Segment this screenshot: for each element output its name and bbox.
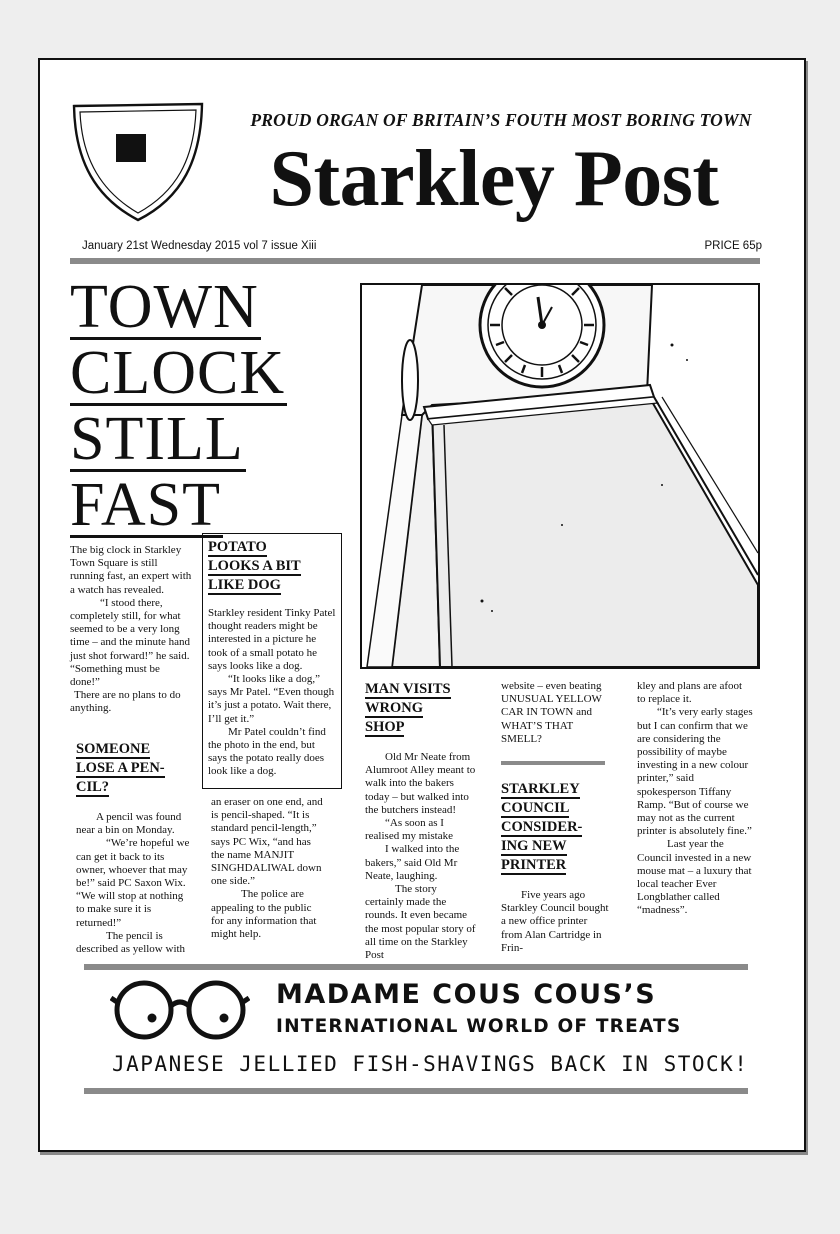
lead-headline-line: TOWN (70, 273, 259, 341)
potato-paragraph: Mr Patel couldn’t find the photo in the end, but says the potato really does look like a dog. (208, 725, 326, 778)
potato-headline-line: POTATO (208, 539, 267, 555)
advert-bottom-rule (84, 1088, 748, 1094)
advert-subtitle: INTERNATIONAL WORLD OF TREATS (276, 1016, 682, 1037)
newspaper-page (38, 58, 806, 1152)
council-paragraph: Last year the Council invested in a new mouse mat – a luxury that local teacher Ever Longblather called “madness”. (637, 838, 752, 917)
council-paragraph: “It’s very early stages but I can confirm that we are considering the possibility of maybe investing in a new colour printer,” said spokesperson Tiffany Ramp. “But of course we may not as the current printer is absolutely fine.” (637, 706, 753, 838)
potato-headline-line: LIKE DOG (208, 577, 281, 593)
pencil-article (76, 740, 194, 956)
shop-paragraph: “As soon as I realised my mistake (365, 817, 453, 843)
advert-title: MADAME COUS COUS’S (276, 979, 657, 1010)
dateline: January 21st Wednesday 2015 vol 7 issue Xiii (82, 240, 317, 252)
glasses-icon (110, 978, 250, 1042)
lead-paragraph: There are no plans to do anything. (70, 689, 181, 715)
shop-headline-line: SHOP (365, 719, 405, 735)
potato-article (202, 533, 342, 789)
council-article (501, 780, 611, 955)
potato-headline-line: LOOKS A BIT (208, 558, 301, 574)
lead-headline-line: STILL (70, 405, 244, 473)
lead-article (70, 544, 192, 716)
pencil-paragraph: The police are appealing to the public for any information that might help. (211, 888, 317, 941)
masthead-motto: PROUD ORGAN OF BRITAIN’S FOUTH MOST BORING TOWN (250, 110, 752, 130)
advert-tagline: JAPANESE JELLIED FISH-SHAVINGS BACK IN STOCK! (112, 1052, 749, 1076)
pencil-article-continued (211, 796, 327, 941)
pencil-headline-line: CIL? (76, 779, 110, 795)
lead-paragraph: “I stood there, completely still, for what seemed to be a very long time – and the minute hand just shot forward!” he said. “Something must be done!” (70, 596, 191, 689)
council-headline (501, 780, 611, 875)
shop-article (365, 680, 477, 962)
potato-headline (208, 538, 336, 595)
shop-paragraph: website – even beating UNUSUAL YELLOW CAR IN TOWN and WHAT’S THAT SMELL? (501, 680, 602, 745)
shop-paragraph: The story certainly made the rounds. It even became the most popular story of all time on the Starkley Post (365, 883, 476, 962)
council-headline-line: PRINTER (501, 857, 567, 873)
pencil-headline-line: LOSE A PEN- (76, 760, 165, 776)
council-headline-line: CONSIDER- (501, 819, 583, 835)
shop-article-continued (501, 680, 609, 746)
pencil-paragraph: A pencil was found near a bin on Monday. (76, 811, 182, 837)
council-headline-line: ING NEW (501, 838, 567, 854)
shop-paragraph: Old Mr Neate from Alumroot Alley meant to walk into the bakers today – but walked into the butchers instead! (365, 751, 476, 816)
shop-headline-line: WRONG (365, 700, 423, 716)
pencil-headline-line: SOMEONE (76, 741, 151, 757)
price: PRICE 65p (704, 240, 762, 252)
council-paragraph: Five years ago Starkley Council bought a new office printer from Alan Cartridge in Frin- (501, 889, 609, 954)
council-headline-line: COUNCIL (501, 800, 570, 816)
column-rule (501, 761, 605, 765)
council-article-continued (637, 680, 753, 918)
shop-paragraph: I walked into the bakers,” said Old Mr Neate, laughing. (365, 843, 460, 882)
potato-paragraph: Starkley resident Tinky Patel thought readers might be interested in a picture he took of a small potato he says looks like a dog. (208, 607, 336, 672)
potato-paragraph: “It looks like a dog,” says Mr Patel. “Even though it’s just a potato. Wait there, I’ll get it.” (208, 673, 335, 725)
shop-headline-line: MAN VISITS (365, 681, 451, 697)
masthead-title: Starkley Post (269, 135, 719, 223)
shield-icon (70, 100, 206, 224)
pencil-paragraph: “We’re hopeful we can get it back to its owner, whoever that may be!” said PC Saxon Wix. “We will stop at nothing to make sure it is returned!” (76, 837, 190, 929)
lead-headline (70, 273, 340, 542)
council-headline-line: STARKLEY (501, 781, 580, 797)
clock-tower-illustration (360, 283, 760, 669)
lead-headline-line: FAST (70, 471, 222, 539)
shop-headline (365, 680, 477, 737)
council-paragraph: kley and plans are afoot to replace it. (637, 680, 743, 706)
masthead-rule (70, 258, 760, 264)
pencil-paragraph: an eraser on one end, and is pencil-shaped. “It is standard pencil-length,” says PC Wix, “and has the name MANJIT SINGHDALIWAL down one side.” (211, 796, 323, 888)
pencil-paragraph: The pencil is described as yellow with (76, 929, 186, 956)
advert-top-rule (84, 964, 748, 970)
lead-headline-line: CLOCK (70, 339, 286, 407)
lead-paragraph: The big clock in Starkley Town Square is still running fast, an expert with a watch has revealed. (70, 544, 192, 596)
pencil-headline (76, 740, 194, 797)
